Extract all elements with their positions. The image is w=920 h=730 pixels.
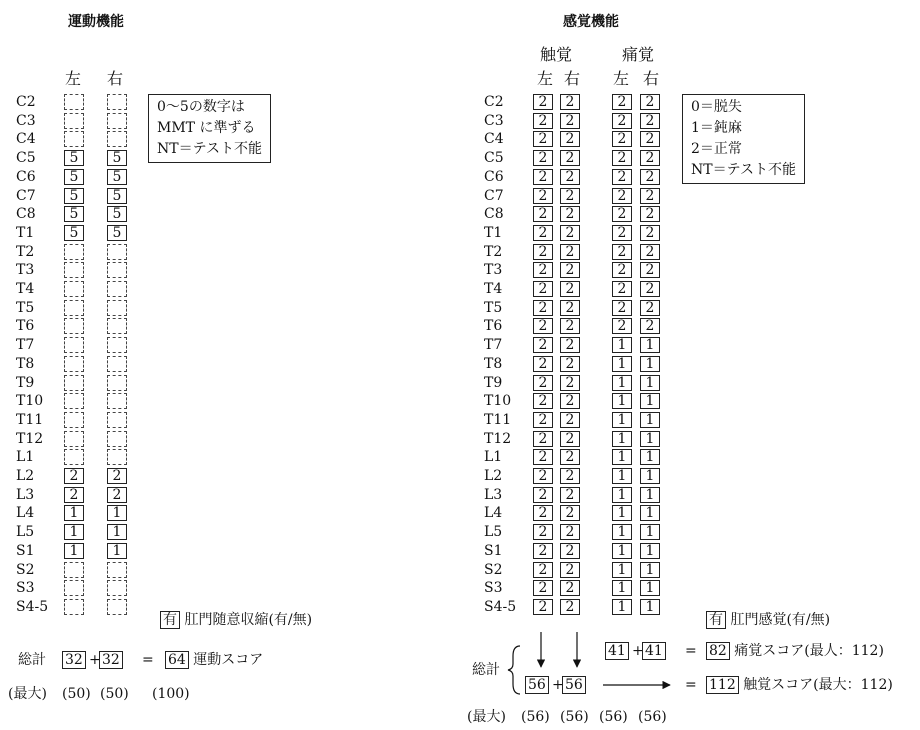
motor-level-label: C4: [16, 131, 36, 147]
touch-right-cell: 2: [560, 225, 580, 241]
touch-right-cell: 2: [560, 393, 580, 409]
sensory-max-label: (最大): [467, 709, 506, 725]
pain-left-cell: 1: [612, 412, 632, 428]
pain-left-cell: 2: [612, 131, 632, 147]
pain-left-cell: 2: [612, 225, 632, 241]
sensory-total-label: 総計: [472, 662, 500, 678]
motor-level-label: T11: [16, 412, 44, 428]
motor-right-cell: 5: [107, 225, 127, 241]
motor-level-label: C8: [16, 206, 36, 222]
touch-right-cell: 2: [560, 524, 580, 540]
sensory-level-label: C3: [484, 113, 504, 129]
pain-plus: +: [632, 643, 644, 659]
touch-left-cell: 2: [533, 412, 553, 428]
touch-left-cell: 2: [533, 356, 553, 372]
touch-left-cell: 2: [533, 225, 553, 241]
touch-right-cell: 2: [560, 505, 580, 521]
touch-right-cell: 2: [560, 281, 580, 297]
sensory-level-label: L4: [484, 505, 503, 521]
pain-left-cell: 2: [612, 262, 632, 278]
sensory-level-label: T2: [484, 244, 503, 260]
sensory-level-label: T4: [484, 281, 503, 297]
pain-right-cell: 2: [640, 150, 660, 166]
pain-left-cell: 1: [612, 505, 632, 521]
pain-right-cell: 1: [640, 505, 660, 521]
pain-left-max: (56): [599, 709, 628, 725]
motor-right-cell: 1: [107, 543, 127, 559]
pain-left-cell: 2: [612, 318, 632, 334]
touch-right-cell: 2: [560, 131, 580, 147]
touch-left-cell: 2: [533, 131, 553, 147]
motor-level-label: L5: [16, 524, 35, 540]
motor-left-cell: 5: [64, 225, 84, 241]
pain-right-cell: 1: [640, 337, 660, 353]
touch-right-cell: 2: [560, 337, 580, 353]
touch-right-cell: 2: [560, 244, 580, 260]
motor-right-cell: 1: [107, 505, 127, 521]
touch-right-cell: 2: [560, 431, 580, 447]
pain-right-cell: 1: [640, 449, 660, 465]
sensory-level-label: T11: [484, 412, 512, 428]
touch-left-cell: 2: [533, 599, 553, 615]
pain-left-cell: 2: [612, 206, 632, 222]
touch-total-right-wrap: [562, 676, 586, 694]
pain-left-cell: 2: [612, 300, 632, 316]
pain-score-label: 痛覚スコア(最人：112): [734, 643, 884, 659]
motor-total-label: 総計: [18, 652, 46, 668]
motor-level-label: T3: [16, 262, 35, 278]
motor-level-label: S3: [16, 580, 35, 596]
touch-left-cell: 2: [533, 206, 553, 222]
pain-right-cell: 1: [640, 431, 660, 447]
touch-right-cell: 2: [560, 543, 580, 559]
touch-left-cell: 2: [533, 337, 553, 353]
touch-left-cell: 2: [533, 262, 553, 278]
sensory-legend-line: 0＝脱失: [691, 99, 742, 115]
motor-left-header: 左: [65, 69, 82, 88]
motor-total-left: 32: [62, 651, 86, 669]
touch-left-cell: 2: [533, 449, 553, 465]
pain-right-cell: 1: [640, 543, 660, 559]
total-brace: [508, 646, 520, 694]
sensory-level-label: L5: [484, 524, 503, 540]
touch-total-left-wrap: [525, 676, 549, 694]
pain-left-cell: 2: [612, 113, 632, 129]
touch-right-cell: 2: [560, 580, 580, 596]
motor-right-cell: 5: [107, 206, 127, 222]
pain-right-cell: 2: [640, 262, 660, 278]
pain-right-cell: 1: [640, 562, 660, 578]
pain-left-cell: 1: [612, 562, 632, 578]
pain-right-cell: 1: [640, 356, 660, 372]
motor-level-label: C7: [16, 188, 36, 204]
touch-left-cell: 2: [533, 580, 553, 596]
touch-left-cell: 2: [533, 393, 553, 409]
touch-score-label: 触覚スコア(最大：112): [743, 677, 893, 693]
motor-plus: +: [89, 652, 101, 668]
motor-level-label: S1: [16, 543, 35, 559]
sensory-level-label: S2: [484, 562, 503, 578]
touch-right-cell: 2: [560, 113, 580, 129]
touch-right-cell: 2: [560, 412, 580, 428]
motor-left-cell: 2: [64, 487, 84, 503]
pain-left-cell: 2: [612, 281, 632, 297]
pain-right-cell: 2: [640, 169, 660, 185]
touch-left-cell: 2: [533, 318, 553, 334]
motor-level-label: C3: [16, 113, 36, 129]
pain-total-right-wrap: [642, 642, 666, 660]
motor-level-label: T4: [16, 281, 35, 297]
pain-left-cell: 1: [612, 393, 632, 409]
touch-left-cell: 2: [533, 281, 553, 297]
touch-score-wrap: [706, 676, 893, 694]
pain-left-cell: 1: [612, 356, 632, 372]
touch-total-right: 56: [562, 676, 586, 694]
motor-left-cell: 1: [64, 543, 84, 559]
pain-right-header: 右: [643, 69, 660, 88]
motor-level-label: L1: [16, 449, 35, 465]
sensory-level-label: L3: [484, 487, 503, 503]
motor-level-label: T6: [16, 318, 35, 334]
motor-level-label: S2: [16, 562, 35, 578]
pain-left-cell: 1: [612, 449, 632, 465]
motor-right-cell: 1: [107, 524, 127, 540]
sensory-level-label: S4-5: [484, 599, 517, 615]
pain-left-cell: 1: [612, 580, 632, 596]
sensory-legend-line: 2＝正常: [691, 141, 742, 157]
motor-left-cell: 5: [64, 150, 84, 166]
pain-total-right: 41: [642, 642, 666, 660]
pain-left-cell: 1: [612, 524, 632, 540]
motor-total-right: 32: [99, 651, 123, 669]
motor-right-header: 右: [107, 69, 124, 88]
touch-left-cell: 2: [533, 244, 553, 260]
sensory-level-label: T1: [484, 225, 503, 241]
motor-legend-line: MMT に準ずる: [157, 120, 256, 136]
pain-left-cell: 2: [612, 169, 632, 185]
sensory-level-label: T7: [484, 337, 503, 353]
motor-legend-line: NT＝テスト不能: [157, 141, 263, 157]
motor-max-total: (100): [152, 686, 190, 702]
touch-right-cell: 2: [560, 318, 580, 334]
pain-right-cell: 1: [640, 412, 660, 428]
pain-header: 痛覚: [622, 45, 655, 64]
touch-right-header: 右: [564, 69, 581, 88]
touch-equals: =: [685, 677, 697, 693]
touch-right-cell: 2: [560, 262, 580, 278]
sensory-level-label: T8: [484, 356, 503, 372]
sensory-title: 感覚機能: [563, 14, 619, 30]
touch-header: 触覚: [540, 45, 573, 64]
pain-right-cell: 2: [640, 188, 660, 204]
motor-max-left: (50): [62, 686, 91, 702]
pain-left-cell: 1: [612, 468, 632, 484]
touch-right-cell: 2: [560, 169, 580, 185]
touch-right-cell: 2: [560, 300, 580, 316]
pain-right-cell: 2: [640, 131, 660, 147]
sensory-level-label: T6: [484, 318, 503, 334]
motor-legend-line: 0～5の数字は: [157, 99, 245, 115]
touch-left-max: (56): [521, 709, 550, 725]
motor-level-label: T1: [16, 225, 35, 241]
touch-right-cell: 2: [560, 487, 580, 503]
pain-equals: =: [685, 643, 697, 659]
sensory-legend-line: 1＝鈍麻: [691, 120, 742, 136]
sensory-level-label: T10: [484, 393, 512, 409]
motor-equals: =: [142, 652, 154, 668]
sensory-level-label: C2: [484, 94, 504, 110]
sensory-level-label: C4: [484, 131, 504, 147]
motor-left-cell: 5: [64, 206, 84, 222]
motor-title: 運動機能: [68, 14, 124, 30]
sensory-level-label: T9: [484, 375, 503, 391]
motor-left-cell: 5: [64, 169, 84, 185]
pain-left-cell: 1: [612, 375, 632, 391]
touch-left-cell: 2: [533, 505, 553, 521]
motor-level-label: T7: [16, 337, 35, 353]
pain-left-cell: 1: [612, 337, 632, 353]
touch-right-cell: 2: [560, 468, 580, 484]
motor-anal-label: 肛門随意収縮(有/無): [184, 612, 313, 628]
sensory-level-label: C5: [484, 150, 504, 166]
motor-left-cell: 5: [64, 188, 84, 204]
motor-level-label: L2: [16, 468, 35, 484]
sensory-level-label: L1: [484, 449, 503, 465]
pain-score: 82: [706, 642, 730, 660]
sensory-level-label: C7: [484, 188, 504, 204]
pain-left-cell: 2: [612, 188, 632, 204]
pain-left-cell: 1: [612, 599, 632, 615]
pain-left-cell: 2: [612, 244, 632, 260]
pain-right-cell: 2: [640, 113, 660, 129]
motor-level-label: T2: [16, 244, 35, 260]
touch-right-cell: 2: [560, 599, 580, 615]
motor-level-label: T10: [16, 393, 44, 409]
sensory-level-label: T5: [484, 300, 503, 316]
motor-left-cell: 1: [64, 524, 84, 540]
pain-left-cell: 1: [612, 487, 632, 503]
motor-level-label: T8: [16, 356, 35, 372]
touch-left-cell: 2: [533, 562, 553, 578]
sensory-level-label: C6: [484, 169, 504, 185]
pain-right-cell: 2: [640, 300, 660, 316]
pain-right-cell: 2: [640, 94, 660, 110]
motor-right-cell: 2: [107, 487, 127, 503]
pain-left-cell: 2: [612, 150, 632, 166]
touch-right-cell: 2: [560, 375, 580, 391]
motor-level-label: T9: [16, 375, 35, 391]
motor-anal-box: 有: [160, 611, 180, 629]
touch-left-cell: 2: [533, 188, 553, 204]
motor-level-label: L4: [16, 505, 35, 521]
motor-right-cell: 5: [107, 188, 127, 204]
touch-left-cell: 2: [533, 543, 553, 559]
touch-right-max: (56): [560, 709, 589, 725]
touch-left-header: 左: [537, 69, 554, 88]
pain-right-cell: 2: [640, 281, 660, 297]
pain-right-cell: 1: [640, 580, 660, 596]
motor-right-cell: 5: [107, 169, 127, 185]
pain-right-cell: 1: [640, 393, 660, 409]
motor-left-cell: 1: [64, 505, 84, 521]
pain-right-cell: 2: [640, 225, 660, 241]
touch-left-cell: 2: [533, 487, 553, 503]
touch-left-cell: 2: [533, 431, 553, 447]
touch-plus: +: [552, 677, 564, 693]
touch-right-cell: 2: [560, 150, 580, 166]
touch-right-cell: 2: [560, 206, 580, 222]
pain-right-max: (56): [638, 709, 667, 725]
pain-left-cell: 1: [612, 543, 632, 559]
pain-right-cell: 1: [640, 524, 660, 540]
pain-right-cell: 1: [640, 599, 660, 615]
touch-left-cell: 2: [533, 113, 553, 129]
touch-right-cell: 2: [560, 356, 580, 372]
pain-score-wrap: [706, 642, 884, 660]
motor-level-label: C2: [16, 94, 36, 110]
motor-right-cell: 5: [107, 150, 127, 166]
sensory-anal-box: 有: [706, 611, 726, 629]
sensory-level-label: S3: [484, 580, 503, 596]
touch-total-left: 56: [525, 676, 549, 694]
touch-left-cell: 2: [533, 468, 553, 484]
sensory-anal-label: 肛門感覚(有/無): [730, 612, 831, 628]
pain-right-cell: 2: [640, 318, 660, 334]
touch-left-cell: 2: [533, 300, 553, 316]
motor-level-label: C5: [16, 150, 36, 166]
touch-right-cell: 2: [560, 94, 580, 110]
motor-score: 64: [165, 651, 189, 669]
touch-left-cell: 2: [533, 375, 553, 391]
touch-right-cell: 2: [560, 449, 580, 465]
motor-right-cell: 2: [107, 468, 127, 484]
pain-right-cell: 1: [640, 375, 660, 391]
sensory-level-label: C8: [484, 206, 504, 222]
pain-left-cell: 1: [612, 431, 632, 447]
touch-score: 112: [706, 676, 739, 694]
motor-max-label: (最大): [8, 686, 47, 702]
touch-right-cell: 2: [560, 562, 580, 578]
motor-score-label: 運動スコア: [193, 652, 264, 668]
pain-left-cell: 2: [612, 94, 632, 110]
motor-left-cell: 2: [64, 468, 84, 484]
sensory-level-label: T12: [484, 431, 512, 447]
touch-left-cell: 2: [533, 169, 553, 185]
sensory-level-label: T3: [484, 262, 503, 278]
pain-left-header: 左: [613, 69, 630, 88]
motor-level-label: S4-5: [16, 599, 49, 615]
pain-total-left-wrap: [605, 642, 629, 660]
pain-right-cell: 2: [640, 244, 660, 260]
sensory-level-label: S1: [484, 543, 503, 559]
pain-right-cell: 2: [640, 206, 660, 222]
pain-right-cell: 1: [640, 468, 660, 484]
sensory-level-label: L2: [484, 468, 503, 484]
motor-max-right: (50): [100, 686, 129, 702]
pain-right-cell: 1: [640, 487, 660, 503]
pain-total-left: 41: [605, 642, 629, 660]
motor-level-label: L3: [16, 487, 35, 503]
touch-left-cell: 2: [533, 94, 553, 110]
motor-level-label: C6: [16, 169, 36, 185]
touch-right-cell: 2: [560, 188, 580, 204]
motor-level-label: T12: [16, 431, 44, 447]
sensory-legend-line: NT＝テスト不能: [691, 162, 797, 178]
touch-left-cell: 2: [533, 150, 553, 166]
touch-left-cell: 2: [533, 524, 553, 540]
motor-level-label: T5: [16, 300, 35, 316]
